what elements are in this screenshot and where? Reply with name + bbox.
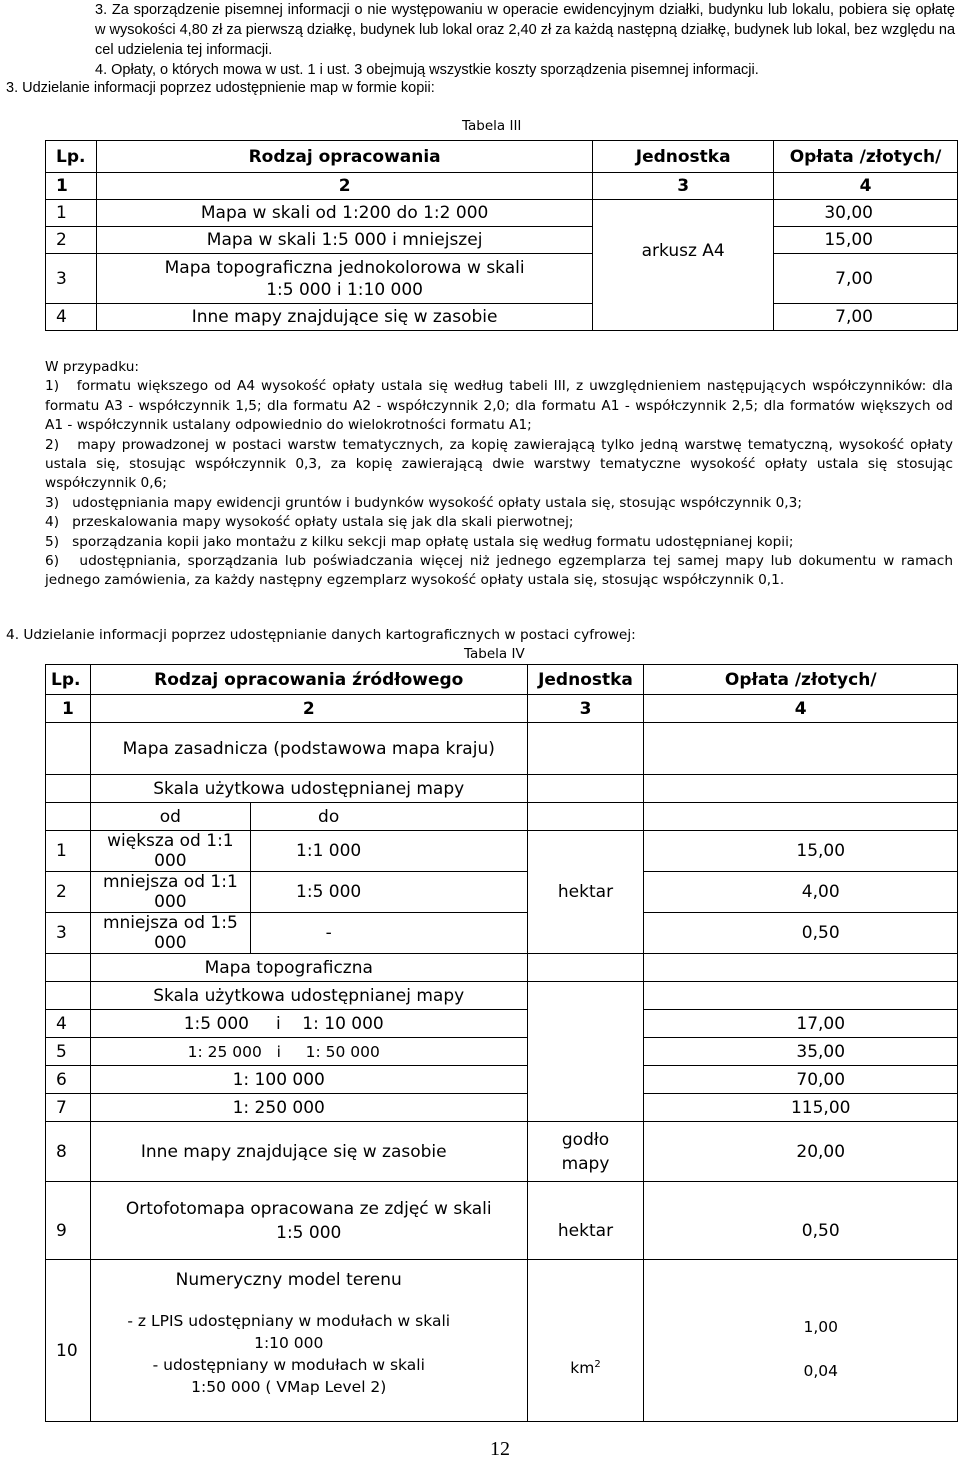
row-from: mniejsza od 1:1 000 <box>90 872 250 913</box>
group-subheading-row <box>46 775 958 803</box>
empty-cell <box>527 954 644 982</box>
unit-cell <box>593 200 774 331</box>
table-row <box>46 1094 958 1122</box>
table-row <box>46 1010 958 1038</box>
row-fee <box>644 1260 958 1422</box>
row-to: 1:1 000 <box>250 831 527 872</box>
row-type-title: Numeryczny model terenu <box>175 1270 402 1290</box>
row-lp: 10 <box>46 1260 91 1422</box>
row-scale: 1: 25 000 i 1: 50 000 <box>90 1038 527 1066</box>
row-fee: 17,00 <box>644 1010 958 1038</box>
row-type-line: Ortofotomapa opracowana ze zdjęć w skali <box>125 1198 492 1219</box>
empty-cell <box>644 775 958 803</box>
unit-line: mapy <box>561 1153 610 1174</box>
empty-cell <box>527 1010 644 1038</box>
table-row <box>46 200 958 227</box>
note-item: 5) sporządzania kopii jako montażu z kilku sekcji map opłatę ustala się według formatu udostępnianej kopii; <box>45 533 794 550</box>
header-lp: Lp. <box>46 665 91 695</box>
row-lp: 1 <box>46 200 97 227</box>
row-fee: 15,00 <box>644 831 958 872</box>
group-heading-row <box>46 723 958 775</box>
row-type-line: 1:5 000 i 1:10 000 <box>266 279 423 300</box>
empty-cell <box>527 775 644 803</box>
table-row <box>46 1038 958 1066</box>
col-number: 4 <box>774 173 958 200</box>
header-fee: Opłata /złotych/ <box>644 665 958 695</box>
intro-text <box>95 0 955 80</box>
unit-line: godło <box>561 1129 610 1150</box>
empty-cell <box>46 775 91 803</box>
header-type: Rodzaj opracowania <box>96 141 592 173</box>
table-row <box>46 1182 958 1260</box>
row-fee: 7,00 <box>774 304 958 331</box>
row-lp: 8 <box>46 1122 91 1182</box>
table-row <box>46 872 958 913</box>
empty-cell <box>644 803 958 831</box>
fee-line: 0,04 <box>803 1361 838 1380</box>
row-fee: 115,00 <box>644 1094 958 1122</box>
row-lp: 2 <box>46 227 97 254</box>
row-to: - <box>250 913 527 954</box>
row-type: Mapa w skali 1:5 000 i mniejszej <box>96 227 592 254</box>
notes-intro: W przypadku: <box>45 359 140 375</box>
note-item: 2) mapy prowadzonej w postaci warstw tematycznych, za kopię zawierającą tylko jedną warstwę tematyczną, wysokość opłaty ustala się, stosując współczynnik 0,3, za kopię zawierającą dwie warstwy tematyczne wysokość opłaty ustala się stosując współczynnik 0,6; <box>45 436 953 492</box>
row-type-line: 1:10 000 <box>254 1334 324 1352</box>
unit-hektar: hektar <box>527 872 644 913</box>
notes <box>45 358 953 591</box>
section-3-heading: 3. Udzielanie informacji poprzez udostępnienie map w formie kopii: <box>6 80 435 96</box>
group-2-subtitle: Skala użytkowa udostępnianej mapy <box>90 982 527 1010</box>
empty-cell <box>527 723 644 775</box>
group-heading-row <box>46 954 958 982</box>
row-type-line: Mapa topograficzna jednokolorowa w skali <box>164 257 525 278</box>
note-item: 3) udostępniania mapy ewidencji gruntów i budynków wysokość opłaty ustala się, stosując współczynnik 0,3; <box>45 494 802 511</box>
col-number: 3 <box>593 173 774 200</box>
header-unit: Jednostka <box>593 141 774 173</box>
empty-cell <box>527 803 644 831</box>
table-3-caption: Tabela III <box>462 118 522 134</box>
group-subheading-row <box>46 982 958 1010</box>
row-fee: 30,00 <box>774 200 958 227</box>
table-number-row <box>46 173 958 200</box>
row-scale: 1: 250 000 <box>90 1094 527 1122</box>
row-type-line: 1:50 000 ( VMap Level 2) <box>191 1378 387 1396</box>
col-number: 1 <box>46 695 91 723</box>
group-1-title: Mapa zasadnicza (podstawowa mapa kraju) <box>90 723 527 775</box>
row-fee: 7,00 <box>774 254 958 304</box>
col-to-label: do <box>250 803 527 831</box>
row-type: Mapa w skali od 1:200 do 1:2 000 <box>96 200 592 227</box>
fee-line: 1,00 <box>803 1317 838 1336</box>
row-type <box>90 1182 527 1260</box>
empty-cell <box>527 982 644 1010</box>
table-4-caption: Tabela IV <box>464 646 525 662</box>
row-fee: 0,50 <box>644 1182 958 1260</box>
row-fee: 20,00 <box>644 1122 958 1182</box>
table-header-row <box>46 665 958 695</box>
row-lp: 3 <box>46 254 97 304</box>
row-type-line: - z LPIS udostępniany w modułach w skali <box>127 1312 451 1330</box>
row-type: Inne mapy znajdujące się w zasobie <box>96 304 592 331</box>
header-fee: Opłata /złotych/ <box>774 141 958 173</box>
row-unit <box>527 1260 644 1422</box>
note-item: 6) udostępniania, sporządzania lub poświadczania więcej niż jednego egzemplarza tej samej mapy lub dokumentu w ramach jednego zamówienia, za każdy następny egzemplarz wysokość opłaty ustala się, stosując współczynnik 0,1. <box>45 553 953 589</box>
note-item: 1) formatu większego od A4 wysokość opłaty ustala się według tabeli III, z uwzględnieniem następujących współczynników: dla formatu A3 - współczynnik 1,5; dla formatu A2 - współczynnik 2,0; dla formatu A1 - współczynnik 2,5; dla formatów większych od A1 - współczynnik ustalany odpowiednio do wielokrotności formatu A1; <box>45 378 953 434</box>
row-type <box>90 1260 527 1422</box>
group-1-subtitle: Skala użytkowa udostępnianej mapy <box>90 775 527 803</box>
page-number: 12 <box>490 1438 510 1460</box>
table-header-row <box>46 141 958 173</box>
empty-cell <box>644 954 958 982</box>
empty-cell <box>46 954 91 982</box>
row-fee: 0,50 <box>644 913 958 954</box>
row-type: Inne mapy znajdujące się w zasobie <box>90 1122 527 1182</box>
row-from: większa od 1:1 000 <box>90 831 250 872</box>
row-unit <box>527 1122 644 1182</box>
row-from: mniejsza od 1:5 000 <box>90 913 250 954</box>
empty-cell <box>46 982 91 1010</box>
row-scale: 1:5 000 i 1: 10 000 <box>90 1010 527 1038</box>
row-lp: 1 <box>46 831 91 872</box>
row-lp: 7 <box>46 1094 91 1122</box>
row-fee: 70,00 <box>644 1066 958 1094</box>
table-number-row <box>46 695 958 723</box>
col-number: 1 <box>46 173 97 200</box>
empty-cell <box>527 1066 644 1094</box>
table-3 <box>45 140 958 331</box>
unit-text: arkusz A4 <box>641 241 725 261</box>
empty-cell <box>644 723 958 775</box>
col-number: 2 <box>96 173 592 200</box>
row-fee: 4,00 <box>644 872 958 913</box>
empty-cell <box>46 803 91 831</box>
table-row <box>46 254 958 304</box>
table-4 <box>45 664 958 1422</box>
row-lp: 4 <box>46 1010 91 1038</box>
col-number: 3 <box>527 695 644 723</box>
row-lp: 4 <box>46 304 97 331</box>
note-item: 4) przeskalowania mapy wysokość opłaty ustala się jak dla skali pierwotnej; <box>45 514 574 531</box>
header-unit: Jednostka <box>527 665 644 695</box>
table-row <box>46 913 958 954</box>
row-lp: 5 <box>46 1038 91 1066</box>
header-type: Rodzaj opracowania źródłowego <box>90 665 527 695</box>
col-from-label: od <box>90 803 250 831</box>
group-2-title: Mapa topograficzna <box>90 954 527 982</box>
header-lp: Lp. <box>46 141 97 173</box>
paragraph-3: 3. Za sporządzenie pisemnej informacji o nie występowaniu w operacie ewidencyjnym działki, budynku lub lokalu, pobiera się opłatę w wysokości 4,80 zł za pierwszą działkę, budynek lub lokal oraz 2,40 zł za każdą następną działkę, budynek lub lokal, bez względu na cel udzielenia tej informacji. <box>95 2 956 58</box>
empty-cell <box>527 1094 644 1122</box>
row-lp: 9 <box>46 1182 91 1260</box>
unit-superscript: 2 <box>594 1359 601 1371</box>
fee-spacer <box>684 1338 957 1360</box>
row-scale: 1: 100 000 <box>90 1066 527 1094</box>
table-row <box>46 1122 958 1182</box>
empty-cell <box>644 982 958 1010</box>
table-row <box>46 1066 958 1094</box>
empty-cell <box>527 1038 644 1066</box>
table-row <box>46 227 958 254</box>
row-to: 1:5 000 <box>250 872 527 913</box>
empty-cell <box>46 723 91 775</box>
unit-km: km <box>570 1359 595 1378</box>
from-to-row <box>46 803 958 831</box>
section-4-heading: 4. Udzielanie informacji poprzez udostępnianie danych kartograficznych w postaci cyfrowej: <box>6 627 636 643</box>
row-fee: 15,00 <box>774 227 958 254</box>
row-lp: 6 <box>46 1066 91 1094</box>
empty-cell <box>527 913 644 954</box>
col-number: 4 <box>644 695 958 723</box>
row-lp: 2 <box>46 872 91 913</box>
row-type <box>96 254 592 304</box>
table-row <box>46 1260 958 1422</box>
table-row <box>46 304 958 331</box>
paragraph-4: 4. Opłaty, o których mowa w ust. 1 i ust. 3 obejmują wszystkie koszty sporządzenia pisemnej informacji. <box>95 62 759 78</box>
col-number: 2 <box>90 695 527 723</box>
table-row <box>46 831 958 872</box>
row-lp: 3 <box>46 913 91 954</box>
row-type-line: 1:5 000 <box>276 1222 342 1243</box>
empty-cell <box>527 831 644 872</box>
row-type-line: - udostępniany w modułach w skali <box>152 1356 425 1374</box>
row-unit: hektar <box>527 1182 644 1260</box>
row-fee: 35,00 <box>644 1038 958 1066</box>
